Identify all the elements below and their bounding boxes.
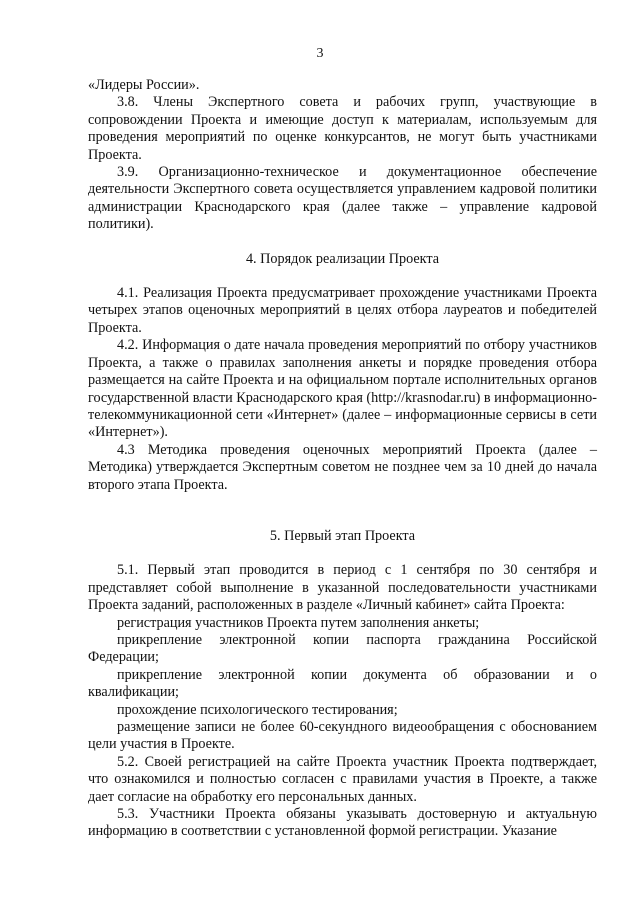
spacer	[88, 234, 597, 251]
paragraph-3-9: 3.9. Организационно-техническое и документационное обеспечение деятельности Экспертного совета осуществляется управлением кадровой политики администрации Краснодарского края (далее также – управление кадровой политики).	[88, 164, 597, 233]
list-item-psych-test: прохождение психологического тестирования;	[117, 701, 398, 718]
paragraph-4-3: 4.3 Методика проведения оценочных мероприятий Проекта (далее – Методика) утверждается Экспертным советом не позднее чем за 10 дней до начала второго этапа Проекта.	[88, 441, 597, 493]
paragraph-3-8: 3.8. Члены Экспертного совета и рабочих групп, участвующие в сопровождении Проекта и имеющие доступ к материалам, используемым для проведения мероприятий по оценке конкурсантов, не могут быть участниками Проекта.	[88, 94, 597, 163]
paragraph-5-3: 5.3. Участники Проекта обязаны указывать достоверную и актуальную информацию в соответствии с установленной формой регистрации. Указание	[88, 806, 597, 840]
section-heading-4: 4. Порядок реализации Проекта	[245, 250, 440, 267]
paragraph-5-2: 5.2. Своей регистрацией на сайте Проекта участник Проекта подтверждает, что ознакомился и полностью согласен с правилами участия в Проекте, а также дает согласие на обработку его персональных данных.	[88, 753, 597, 805]
list-item-education-document: прикрепление электронной копии документа об образовании и о квалификации;	[88, 666, 597, 701]
list-item-video: размещение записи не более 60-секундного видеообращения с обоснованием цели участия в Проекте.	[88, 719, 597, 753]
spacer	[88, 268, 597, 285]
paragraph-4-1: 4.1. Реализация Проекта предусматривает прохождение участниками Проекта четырех этапов оценочных мероприятий в целях отбора лауреатов и победителей Проекта.	[88, 285, 597, 336]
spacer	[88, 545, 597, 562]
spacer	[88, 494, 597, 528]
section-heading-5: 5. Первый этап Проекта	[269, 527, 416, 544]
list-item-registration: регистрация участников Проекта путем заполнения анкеты;	[117, 614, 480, 631]
paragraph-5-1: 5.1. Первый этап проводится в период с 1 сентября по 30 сентября и представляет собой выполнение в указанной последовательности участниками Проекта заданий, расположенных в разделе «Личный кабинет» сайта Проекта:	[88, 562, 597, 614]
page-number: 3	[316, 46, 324, 61]
paragraph-continuation: «Лидеры России».	[88, 77, 200, 93]
list-item-passport: прикрепление электронной копии паспорта гражданина Российской Федерации;	[88, 631, 597, 666]
paragraph-4-2: 4.2. Информация о дате начала проведения мероприятий по отбору участников Проекта, а также о правилах заполнения анкеты и порядке проведения отбора размещается на сайте Проекта и на официальном портале исполнительных органов государственной власти Краснодарского края (http://krasnodar.ru) в информационно-телекоммуникационной сети «Интернет» (далее – информационные сервисы в сети «Интернет»).	[88, 337, 597, 441]
document-body	[88, 77, 597, 841]
